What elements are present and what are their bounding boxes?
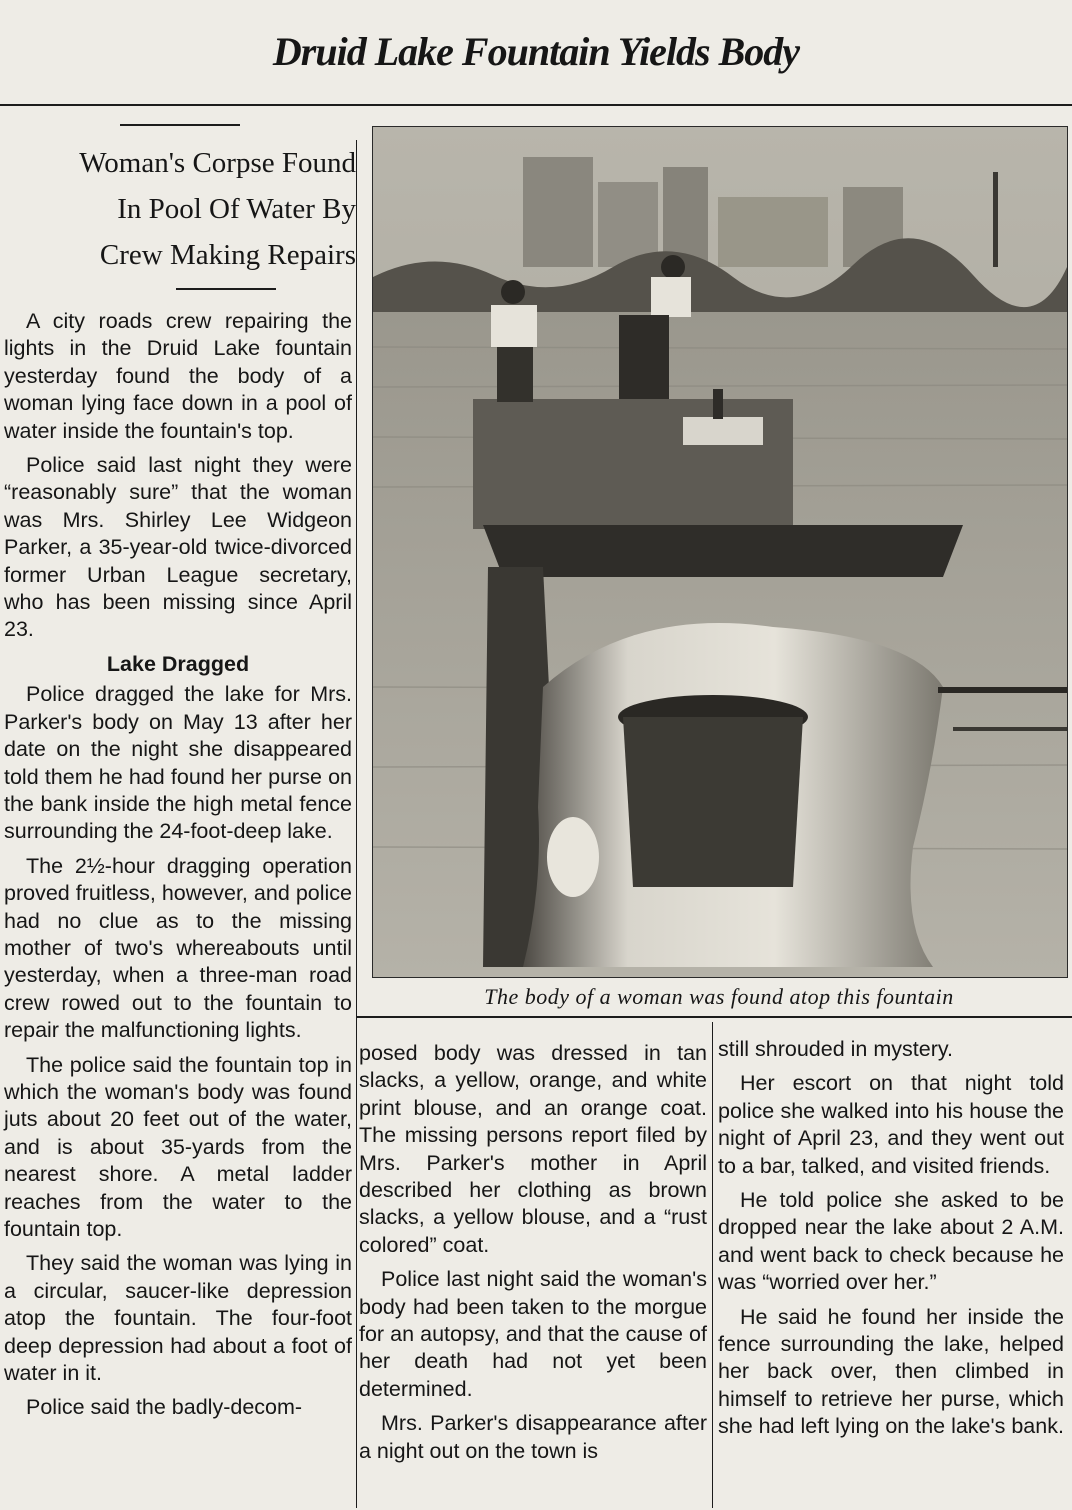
column-divider-2	[712, 1022, 713, 1508]
article-column-3	[718, 1036, 1064, 1508]
fountain-photo	[372, 126, 1068, 978]
paragraph: They said the woman was lying in a circular, saucer-like depression atop the fountain. The four-foot deep depression had about a foot of water in it.	[4, 1251, 352, 1386]
paragraph: Police said the badly-decom-	[26, 1395, 303, 1420]
paragraph: Her escort on that night told police she walked into his house the night of April 23, and they went out to a bar, talked, and visited friends.	[718, 1071, 1064, 1178]
subhead-line-1: Woman's Corpse Found	[79, 147, 356, 179]
subhead-line-3: Crew Making Repairs	[99, 239, 356, 271]
paragraph: The 2½-hour dragging operation proved fruitless, however, and police had no clue as to the missing mother of two's whereabouts until yesterday, when a three-man road crew rowed out to the fountain to repair the malfunctioning lights.	[4, 853, 352, 1043]
paragraph: Police dragged the lake for Mrs. Parker's body on May 13 after her date on the night she disappeared told them he had found her purse on the bank inside the high metal fence surrounding the 24-foot-deep lake.	[4, 682, 352, 844]
paragraph: still shrouded in mystery.	[718, 1037, 953, 1061]
article-column-1	[4, 308, 352, 1508]
headline: Druid Lake Fountain Yields Body	[272, 29, 800, 74]
subhead-line-2: In Pool Of Water By	[117, 193, 356, 225]
paragraph: Police last night said the woman's body had been taken to the morgue for an autopsy, and that the cause of her death had not yet been determined.	[359, 1267, 707, 1401]
headline-rule	[0, 104, 1072, 106]
column-divider-1	[356, 140, 357, 1508]
subhead	[4, 140, 356, 278]
paragraph: posed body was dressed in tan slacks, a yellow, orange, and white print blouse, and an orange coat. The missing persons report filed by Mrs. Parker's mother in April described her clothing as brown slacks, a yellow blouse, and a “rust colored” coat.	[359, 1041, 707, 1257]
photo-caption: The body of a woman was found atop this fountain	[484, 984, 954, 1009]
article-column-2	[359, 1040, 707, 1508]
paragraph: The police said the fountain top in which the woman's body was found juts about 20 feet out of the water, and is about 35-yards from the nearest shore. A metal ladder reaches from the water to the fountain top.	[4, 1052, 352, 1241]
section-heading: Lake Dragged	[106, 651, 250, 676]
caption-rule	[356, 1016, 1072, 1018]
paragraph: He told police she asked to be dropped near the lake about 2 A.M. and went back to check because he was “worried over her.”	[718, 1188, 1064, 1295]
subhead-top-rule	[120, 124, 240, 126]
fountain-photo-image	[373, 127, 1067, 977]
paragraph: A city roads crew repairing the lights in the Druid Lake fountain yesterday found the body of a woman lying face down in a pool of water inside the fountain's top.	[4, 309, 352, 443]
paragraph: He said he found her inside the fence surrounding the lake, helped her back over, then climbed in himself to retrieve her purse, which she had left lying on the lake's bank.	[718, 1304, 1064, 1439]
paragraph: Police said last night they were “reasonably sure” that the woman was Mrs. Shirley Lee Widgeon Parker, a 35-year-old twice-divorced former Urban League secretary, who has been missing since April 23.	[4, 453, 352, 642]
paragraph: Mrs. Parker's disappearance after a night out on the town is	[359, 1411, 707, 1463]
subhead-bottom-rule	[176, 288, 276, 290]
